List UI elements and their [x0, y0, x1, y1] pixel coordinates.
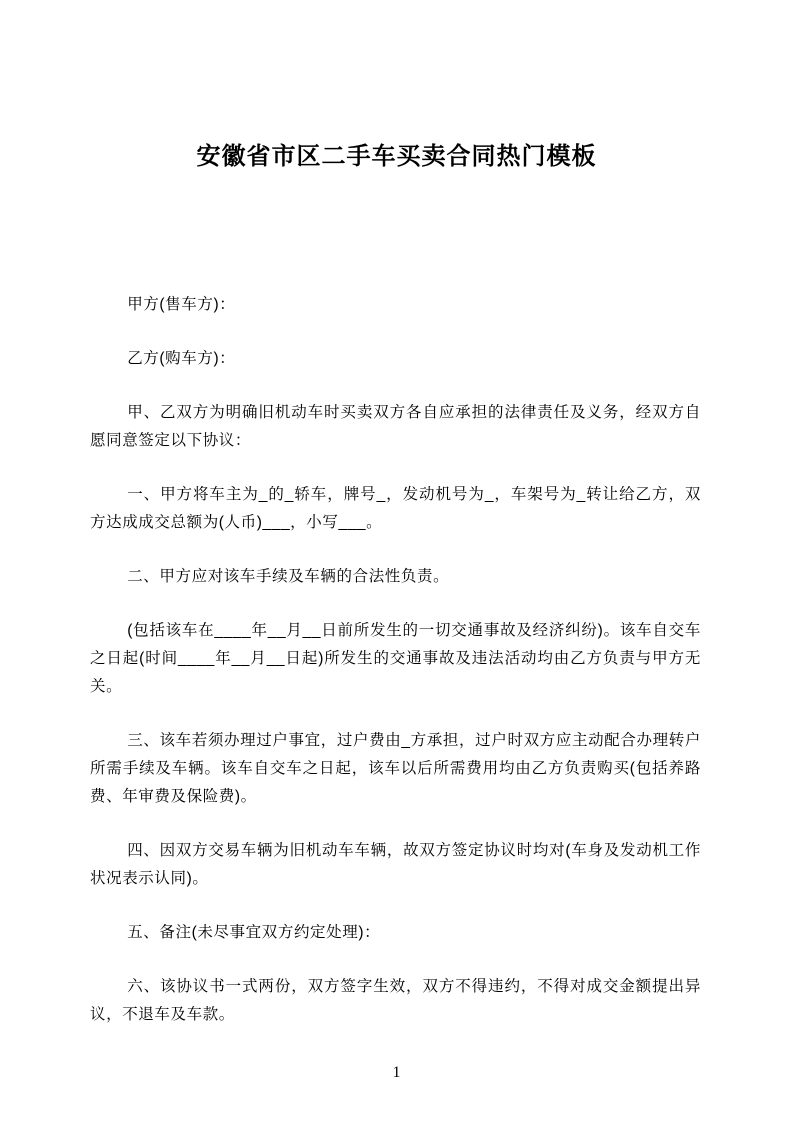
document-body — [0, 172, 793, 1029]
paragraph-clause-1: 一、甲方将车主为_的_轿车，牌号_，发动机号为_，车架号为_转让给乙方，双方达成成交总额为(人币)___，小写___。 — [90, 486, 701, 531]
paragraph-party-a: 甲方(售车方)： — [127, 296, 236, 313]
paragraph-clause-2: 二、甲方应对该车手续及车辆的合法性负责。 — [127, 568, 450, 585]
page-footer — [0, 1064, 793, 1082]
paragraph-preamble: 甲、乙双方为明确旧机动车时买卖双方各自应承担的法律责任及义务，经双方自愿同意签定以下协议： — [90, 404, 701, 449]
paragraph-party-b: 乙方(购车方)： — [127, 350, 236, 367]
paragraph-clause-6: 六、该协议书一式两份，双方签字生效，双方不得违约，不得对成交金额提出异议，不退车及车款。 — [90, 978, 701, 1023]
page-number: 1 — [392, 1064, 401, 1081]
paragraph-clause-5: 五、备注(未尽事宜双方约定处理)： — [127, 924, 381, 941]
paragraph-clause-3: 三、该车若须办理过户事宜，过户费由_方承担，过户时双方应主动配合办理转户所需手续及车辆。该车自交车之日起，该车以后所需费用均由乙方负责购买(包括养路费、年审费及保险费)。 — [90, 732, 701, 805]
paragraph-clause-4: 四、因双方交易车辆为旧机动车车辆，故双方签定协议时均对(车身及发动机工作状况表示认同)。 — [90, 842, 701, 887]
paragraph-clause-2-note: (包括该车在____年__月__日前所发生的一切交通事故及经济纠纷)。该车自交车之日起(时间____年__月__日起)所发生的交通事故及违法活动均由乙方负责与甲方无关。 — [90, 622, 701, 695]
document-title: 安徽省市区二手车买卖合同热门模板 — [196, 143, 597, 170]
